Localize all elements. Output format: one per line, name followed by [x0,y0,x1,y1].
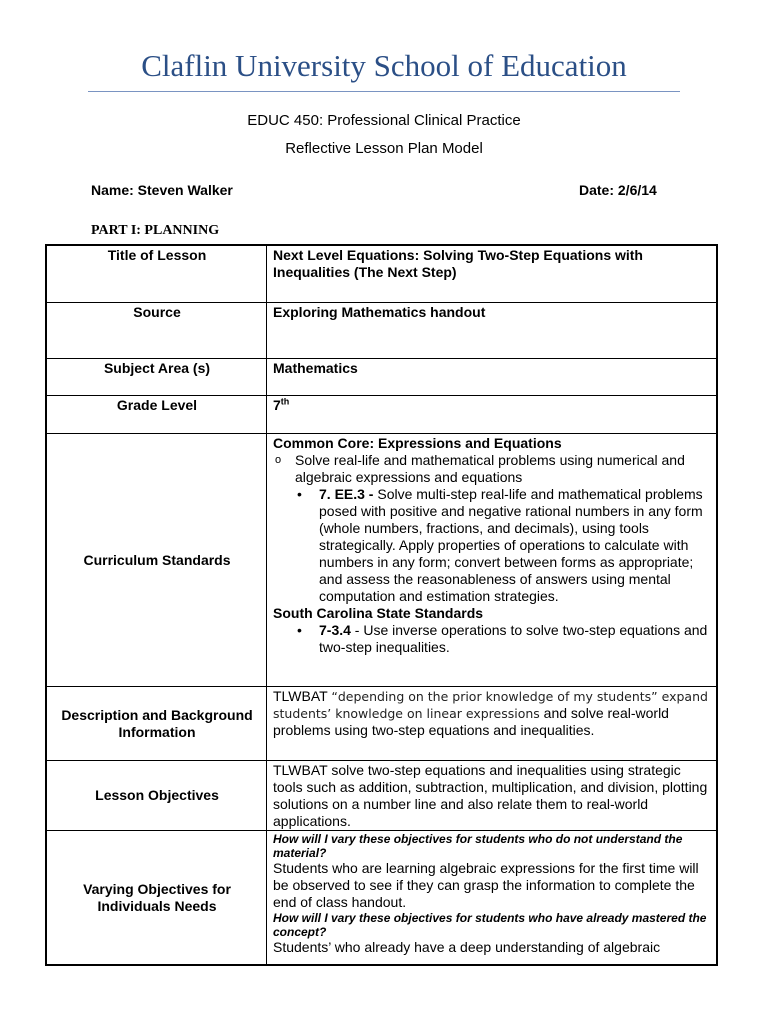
table-row [46,245,717,302]
standard-code: 7. EE.3 - [319,485,374,502]
grade-suffix: th [280,395,290,406]
row-label: Grade Level [46,395,267,433]
lesson-date: Date: 2/6/14 [579,182,657,198]
row-label: Title of Lesson [46,245,267,302]
table-row [46,760,717,830]
table-row [46,302,717,358]
varying-objectives-cell [267,830,718,965]
student-name: Name: Steven Walker [91,182,233,198]
lesson-plan-table [45,244,718,966]
source-value: Exploring Mathematics handout [267,302,718,358]
table-row [46,686,717,760]
row-label: Source [46,302,267,358]
standard-code: 7-3.4 [319,621,351,638]
common-core-heading: Common Core: Expressions and Equations [273,434,562,451]
document-subtitle: Reflective Lesson Plan Model [285,140,483,157]
standard-text: - Use inverse operations to solve two-step equations and two-step inequalities. [319,621,708,655]
page-title: Claflin University School of Education [141,48,627,83]
header-divider [88,91,680,92]
description-quote: “depending on the prior knowledge of my students” expand students’ knowledge on linear expressions [273,688,708,721]
description-prefix: TLWBAT [273,687,332,704]
table-row [46,395,717,433]
sc-standards-heading: South Carolina State Standards [273,604,484,621]
guiding-question: How will I vary these objectives for students who have already mastered the concept? [273,910,707,939]
answer-text: Students who are learning algebraic expressions for the first time will be observed to see if they can grasp the information to complete the end of class handout. [273,859,699,910]
subject-area-value: Mathematics [267,358,718,395]
standards-cell [267,433,718,686]
row-label: Curriculum Standards [46,433,267,686]
grade-number: 7 [273,396,281,413]
standard-text: Solve multi-step real-life and mathematical problems posed with positive and negative rational numbers in any form (whole numbers, fractions, and decimals), using tools strategically. Apply properties of operations to calculate with numbers in any form; convert between forms as appropriate; and assess the reasonableness of answers using mental computation and estimation strategies. [319,485,703,604]
grade-level-value [267,395,718,433]
section-heading: PART I: PLANNING [91,223,220,238]
row-label: Varying Objectives for Individuals Needs [46,830,267,965]
description-suffix: and solve real-world problems using two-step equations and inequalities. [273,704,669,738]
course-title: EDUC 450: Professional Clinical Practice [247,112,521,129]
row-label: Subject Area (s) [46,358,267,395]
list-item [273,622,711,656]
table-row [46,830,717,965]
guiding-question: How will I vary these objectives for students who do not understand the material? [273,831,683,860]
table-row [46,358,717,395]
table-row [46,433,717,686]
lesson-title-value: Next Level Equations: Solving Two-Step Equations with Inequalities (The Next Step) [267,245,718,302]
list-item [273,486,711,605]
row-label: Description and Background Information [46,686,267,760]
objectives-value: TLWBAT solve two-step equations and inequalities using strategic tools such as addition, subtraction, multiplication, and division, plotting solutions on a number line and also relate them to real-world applications. [267,760,718,830]
list-item: o Solve real-life and mathematical problems using numerical and algebraic expressions and equations [273,452,711,486]
row-label: Lesson Objectives [46,760,267,830]
answer-text: Students’ who already have a deep understanding of algebraic [273,938,661,955]
description-value [267,686,718,760]
